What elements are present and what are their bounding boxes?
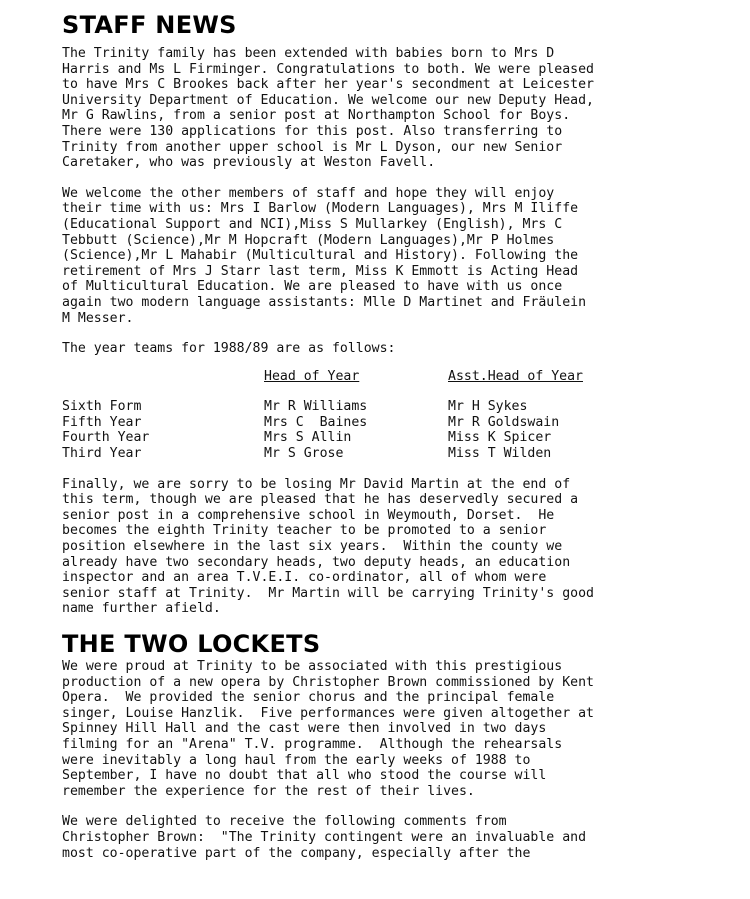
year-column-header [62, 369, 264, 400]
year-teams-header-row [62, 369, 583, 400]
asst-head-of-year-name: Mr R Goldswain [448, 414, 560, 430]
asst-head-of-year-name: Miss T Wilden [448, 446, 552, 462]
head-of-year-name: Mr S Grose [264, 446, 344, 462]
year-name: Sixth Form [62, 399, 142, 415]
year-teams-table [62, 369, 583, 462]
two-lockets-paragraph-2: We were delighted to receive the following comments from Christopher Brown: "The Trinity contingent were an invaluable and most co-operative part of the company, especially after the [62, 814, 587, 861]
two-lockets-paragraph-1: We were proud at Trinity to be associated with this prestigious production of a new opera by Christopher Brown commissioned by Kent Opera. We provided the senior chorus and the principal female singer, Louise Hanzlik. Five performances were given altogether at Spinney Hill Hall and the cast were then involved in two days filming for an "Arena" T.V. programme. Although the rehearsals were inevitably a long haul from the early weeks of 1988 to September, I have no doubt that all who stood the course will remember the experience for the rest of their lives. [62, 659, 594, 799]
head-of-year-header: Head of Year [264, 368, 360, 384]
year-team-row [62, 415, 583, 431]
year-team-row [62, 430, 583, 446]
asst-head-of-year-header: Asst.Head of Year [448, 368, 583, 384]
asst-head-of-year-name: Miss K Spicer [448, 430, 552, 446]
year-team-row [62, 399, 583, 415]
staff-news-heading: STAFF NEWS [62, 11, 237, 39]
staff-news-paragraph-2: We welcome the other members of staff and hope they will enjoy their time with us: Mrs I Barlow (Modern Languages), Mrs M Iliffe (Educational Support and NCI),Miss S Mullarkey (English), Mrs C Tebbutt (Science),Mr M Hopcraft (Modern Languages),Mr P Holmes (Science),Mr L Mahabir (Multicultural and History). Following the retirement of Mrs J Starr last term, Miss K Emmott is Acting Head of Multicultural Education. We are pleased to have with us once again two modern language assistants: Mlle D Martinet and Fräulein M Messer. [62, 185, 587, 326]
head-of-year-name: Mrs S Allin [264, 430, 352, 446]
head-of-year-name: Mr R Williams [264, 399, 368, 415]
year-teams-intro: The year teams for 1988/89 are as follows: [62, 341, 396, 357]
head-of-year-name: Mrs C Baines [264, 414, 368, 430]
document-page [62, 10, 722, 861]
two-lockets-heading: THE TWO LOCKETS [62, 630, 321, 658]
year-team-row [62, 446, 583, 462]
staff-news-paragraph-4: Finally, we are sorry to be losing Mr David Martin at the end of this term, though we are pleased that he has deservedly secured a senior post in a comprehensive school in Weymouth, Dorset. He becomes the eighth Trinity teacher to be promoted to a senior position elsewhere in the last six years. Within the county we already have two secondary heads, two deputy heads, an education inspector and an area T.V.E.I. co-ordinator, all of whom were senior staff at Trinity. Mr Martin will be carrying Trinity's good name further afield. [62, 476, 594, 617]
staff-news-paragraph-1: The Trinity family has been extended with babies born to Mrs D Harris and Ms L Firminger. Congratulations to both. We were pleased to have Mrs C Brookes back after her year's secondment at Leicester University Department of Education. We welcome our new Deputy Head, Mr G Rawlins, from a senior post at Northampton School for Boys. There were 130 applications for this post. Also transferring to Trinity from another upper school is Mr L Dyson, our new Senior Caretaker, who was previously at Weston Favell. [62, 46, 594, 171]
asst-head-of-year-name: Mr H Sykes [448, 399, 528, 415]
year-teams-body [62, 399, 583, 461]
year-name: Third Year [62, 446, 142, 462]
year-name: Fifth Year [62, 414, 142, 430]
year-name: Fourth Year [62, 430, 150, 446]
